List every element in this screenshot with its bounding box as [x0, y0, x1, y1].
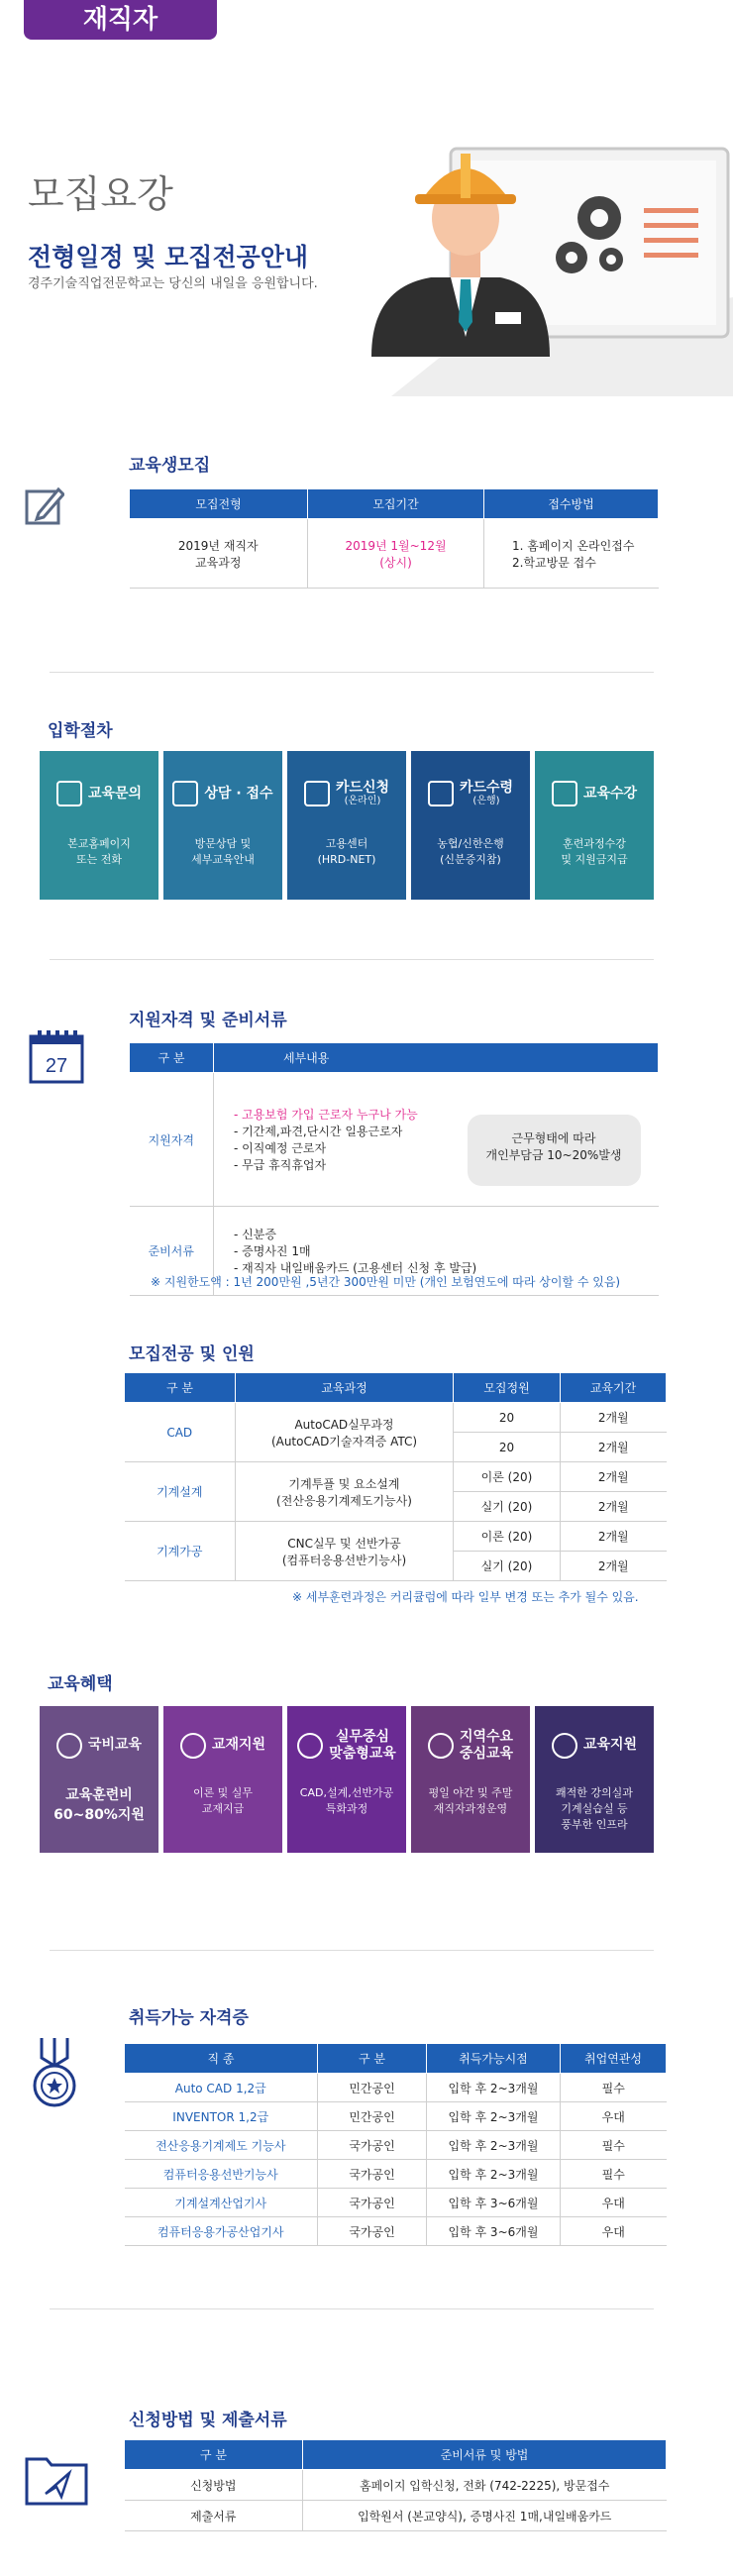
- cert-cell: 우대: [561, 2217, 667, 2246]
- page-subtitle: 전형일정 및 모집전공안내: [28, 243, 309, 271]
- share-icon: [56, 1733, 82, 1759]
- cert-cell: 우대: [561, 2189, 667, 2217]
- clip-icon: [56, 781, 82, 806]
- recruit-method: 1. 홈페이지 온라인접수 2.학교방문 접수: [484, 519, 659, 589]
- cert-cell: 민간공인: [318, 2074, 427, 2102]
- process-step-sub: (은행): [472, 796, 500, 807]
- qualify-item: - 무급 휴직휴업자: [234, 1158, 327, 1172]
- document-icon: [172, 781, 198, 806]
- benefit-item: [163, 1706, 282, 1853]
- certs-header: 직 종: [125, 2044, 318, 2074]
- major-capacity: 실기 (20): [454, 1492, 561, 1522]
- table-row: [125, 2160, 667, 2189]
- benefit-title: 교재지원: [211, 1737, 266, 1754]
- certs-header: 취업연관성: [561, 2044, 667, 2074]
- cert-cell: 우대: [561, 2102, 667, 2131]
- page-title: 모집요강: [28, 172, 173, 216]
- cert-cell: 컴퓨터응용가공산업기사: [125, 2217, 318, 2246]
- process-step: [535, 751, 654, 900]
- bell-icon: [428, 781, 454, 806]
- apply-title: 신청방법 및 제출서류: [129, 2411, 287, 2430]
- major-category: CAD: [125, 1403, 236, 1462]
- major-category: 기계가공: [125, 1522, 236, 1581]
- cert-cell: 필수: [561, 2160, 667, 2189]
- major-course: AutoCAD실무과정 (AutoCAD기술자격증 ATC): [236, 1403, 454, 1462]
- qualify-item: - 신분증: [234, 1228, 276, 1241]
- process-step-title: 카드수령: [459, 779, 514, 796]
- process-step-body: 고용센터 (HRD-NET): [317, 837, 376, 866]
- qualify-item: - 재직자 내일배움카드 (고용센터 신청 후 발급): [234, 1261, 477, 1275]
- cert-cell: 필수: [561, 2074, 667, 2102]
- benefit-item: [411, 1706, 530, 1853]
- benefit-title: 국비교육: [87, 1737, 143, 1754]
- major-duration: 2개월: [561, 1552, 667, 1581]
- apply-table: [124, 2439, 667, 2531]
- qualify-note: 근무형태에 따라 개인부담금 10~20%발생: [468, 1115, 641, 1186]
- benefit-body: 이론 및 실무 교재지급: [192, 1786, 254, 1815]
- certs-header: 취득가능시점: [427, 2044, 561, 2074]
- majors-header: 교육기간: [561, 1373, 667, 1403]
- recruit-type: 2019년 재직자 교육과정: [130, 519, 308, 589]
- qualify-header: 세부내용: [214, 1043, 659, 1073]
- cert-cell: 입학 후 2~3개월: [427, 2102, 561, 2131]
- table-row: [125, 2501, 667, 2531]
- process-step: [287, 751, 406, 900]
- calendar-icon: [28, 1028, 85, 1086]
- qualify-item: - 기간제,파견,단시간 일용근로자: [234, 1125, 403, 1138]
- apply-header: 준비서류 및 방법: [303, 2440, 667, 2470]
- process-title: 입학절차: [48, 721, 113, 741]
- page-tag: 재직자: [24, 0, 217, 40]
- major-capacity: 20: [454, 1433, 561, 1462]
- apply-cell: 제출서류: [125, 2501, 303, 2531]
- benefit-body: 쾌적한 강의실과 기계실습실 등 풍부한 인프라: [556, 1786, 633, 1831]
- page-description: 경주기술직업전문학교는 당신의 내일을 응원합니다.: [28, 276, 318, 291]
- presentation-icon: [304, 781, 330, 806]
- majors-title: 모집전공 및 인원: [129, 1344, 255, 1364]
- benefits-title: 교육혜택: [48, 1674, 113, 1694]
- majors-header: 구 분: [125, 1373, 236, 1403]
- qualify-item: - 이직예정 근로자: [234, 1141, 327, 1155]
- apply-cell: 입학원서 (본교양식), 증명사진 1매,내일배움카드: [303, 2501, 667, 2531]
- table-row: [125, 2074, 667, 2102]
- benefit-item: [535, 1706, 654, 1853]
- major-duration: 2개월: [561, 1403, 667, 1433]
- qualify-table: [129, 1042, 659, 1296]
- table-row: [125, 2217, 667, 2246]
- qualify-item: - 고용보험 가입 근로자 누구나 가능: [234, 1108, 418, 1122]
- cert-cell: 입학 후 2~3개월: [427, 2160, 561, 2189]
- apply-header: 구 분: [125, 2440, 303, 2470]
- cert-cell: 입학 후 3~6개월: [427, 2189, 561, 2217]
- process-step-title: 상담 · 접수: [204, 785, 273, 802]
- recruit-period: 2019년 1월~12월 (상시): [308, 519, 484, 589]
- qualify-label: 준비서류: [130, 1207, 214, 1296]
- apply-cell: 홈페이지 입학신청, 전화 (742-2225), 방문접수: [303, 2470, 667, 2501]
- table-row: [125, 1522, 667, 1552]
- calendar-icon: [552, 781, 577, 806]
- benefit-body: 교육훈련비 60~80%지원: [53, 1787, 145, 1824]
- cert-cell: 입학 후 3~6개월: [427, 2217, 561, 2246]
- major-course: 기계투플 및 요소설계 (전산응용기계제도기능사): [236, 1462, 454, 1522]
- cert-cell: 국가공인: [318, 2189, 427, 2217]
- table-row: [125, 1403, 667, 1433]
- process-step-title: 교육수강: [582, 785, 638, 802]
- cert-cell: 국가공인: [318, 2217, 427, 2246]
- process-step-sub: (온라인): [344, 796, 381, 807]
- benefit-body: CAD,설계,선반가공 특화과정: [299, 1786, 394, 1815]
- certs-title: 취득가능 자격증: [129, 2008, 249, 2028]
- major-duration: 2개월: [561, 1433, 667, 1462]
- major-capacity: 이론 (20): [454, 1462, 561, 1492]
- process-step-body: 방문상담 및 세부교육안내: [191, 837, 255, 866]
- benefit-title: 지역수요 중심교육: [459, 1728, 514, 1762]
- cert-cell: INVENTOR 1,2급: [125, 2102, 318, 2131]
- book-icon: [180, 1733, 206, 1759]
- medal-icon: [30, 2036, 79, 2110]
- gear-icon: [297, 1733, 323, 1759]
- benefit-item: [287, 1706, 406, 1853]
- table-row: [125, 2131, 667, 2160]
- majors-header: 모집정원: [454, 1373, 561, 1403]
- benefit-body: 평일 야간 및 주말 재직자과정운영: [428, 1786, 513, 1815]
- pencil-edit-icon: [25, 485, 64, 525]
- qualify-footnote: ※ 지원한도액 : 1년 200만원 ,5년간 300만원 미만 (개인 보험연도에 따라 상이할 수 있음): [151, 1275, 621, 1289]
- cert-cell: 입학 후 2~3개월: [427, 2074, 561, 2102]
- cert-cell: 입학 후 2~3개월: [427, 2131, 561, 2160]
- cert-cell: 기계설계산업기사: [125, 2189, 318, 2217]
- benefit-title: 실무중심 맞춤형교육: [329, 1728, 396, 1762]
- major-course: CNC실무 및 선반가공 (컴퓨터응용선반기능사): [236, 1522, 454, 1581]
- majors-footnote: ※ 세부훈련과정은 커리큘럼에 따라 일부 변경 또는 추가 될수 있음.: [292, 1590, 639, 1604]
- benefit-item: [40, 1706, 158, 1853]
- major-capacity: 실기 (20): [454, 1552, 561, 1581]
- cert-cell: 필수: [561, 2131, 667, 2160]
- process-step-body: 훈련과정수강 및 지원금지급: [561, 837, 628, 866]
- recruit-title: 교육생모집: [129, 456, 211, 476]
- cert-cell: 전산응용기계제도 기능사: [125, 2131, 318, 2160]
- major-category: 기계설계: [125, 1462, 236, 1522]
- qualify-label: 지원자격: [130, 1073, 214, 1207]
- recruit-header: 접수방법: [484, 489, 659, 519]
- major-duration: 2개월: [561, 1492, 667, 1522]
- majors-header: 교육과정: [236, 1373, 454, 1403]
- worker-illustration: [352, 99, 733, 396]
- process-step-title: 교육문의: [87, 785, 143, 802]
- table-row: [125, 1462, 667, 1492]
- cert-cell: Auto CAD 1,2급: [125, 2074, 318, 2102]
- cert-cell: 컴퓨터응용선반기능사: [125, 2160, 318, 2189]
- qualify-title: 지원자격 및 준비서류: [129, 1011, 287, 1030]
- process-step: [40, 751, 158, 900]
- process-step-body: 본교홈페이지 또는 전화: [67, 837, 131, 866]
- sun-icon: [428, 1733, 454, 1759]
- certs-table: [124, 2043, 667, 2246]
- recruit-header: 모집전형: [130, 489, 308, 519]
- process-step-body: 농협/신한은행 (신분증지참): [437, 837, 504, 866]
- qualify-header: 구 분: [130, 1043, 214, 1073]
- process-step-title: 카드신청: [335, 779, 390, 796]
- folder-send-icon: [22, 2449, 91, 2509]
- apply-cell: 신청방법: [125, 2470, 303, 2501]
- qualify-item: - 증명사진 1매: [234, 1244, 311, 1258]
- table-row: [125, 2102, 667, 2131]
- hourglass-icon: [552, 1733, 577, 1759]
- major-duration: 2개월: [561, 1462, 667, 1492]
- recruit-header: 모집기간: [308, 489, 484, 519]
- major-capacity: 20: [454, 1403, 561, 1433]
- cert-cell: 민간공인: [318, 2102, 427, 2131]
- benefit-title: 교육지원: [582, 1737, 638, 1754]
- major-duration: 2개월: [561, 1522, 667, 1552]
- majors-table: [124, 1372, 667, 1581]
- certs-header: 구 분: [318, 2044, 427, 2074]
- major-capacity: 이론 (20): [454, 1522, 561, 1552]
- table-row: [125, 2470, 667, 2501]
- process-step: [411, 751, 530, 900]
- calendar-day: 27: [45, 1055, 68, 1077]
- cert-cell: 국가공인: [318, 2131, 427, 2160]
- recruit-table: [129, 488, 659, 589]
- process-step: [163, 751, 282, 900]
- cert-cell: 국가공인: [318, 2160, 427, 2189]
- table-row: [125, 2189, 667, 2217]
